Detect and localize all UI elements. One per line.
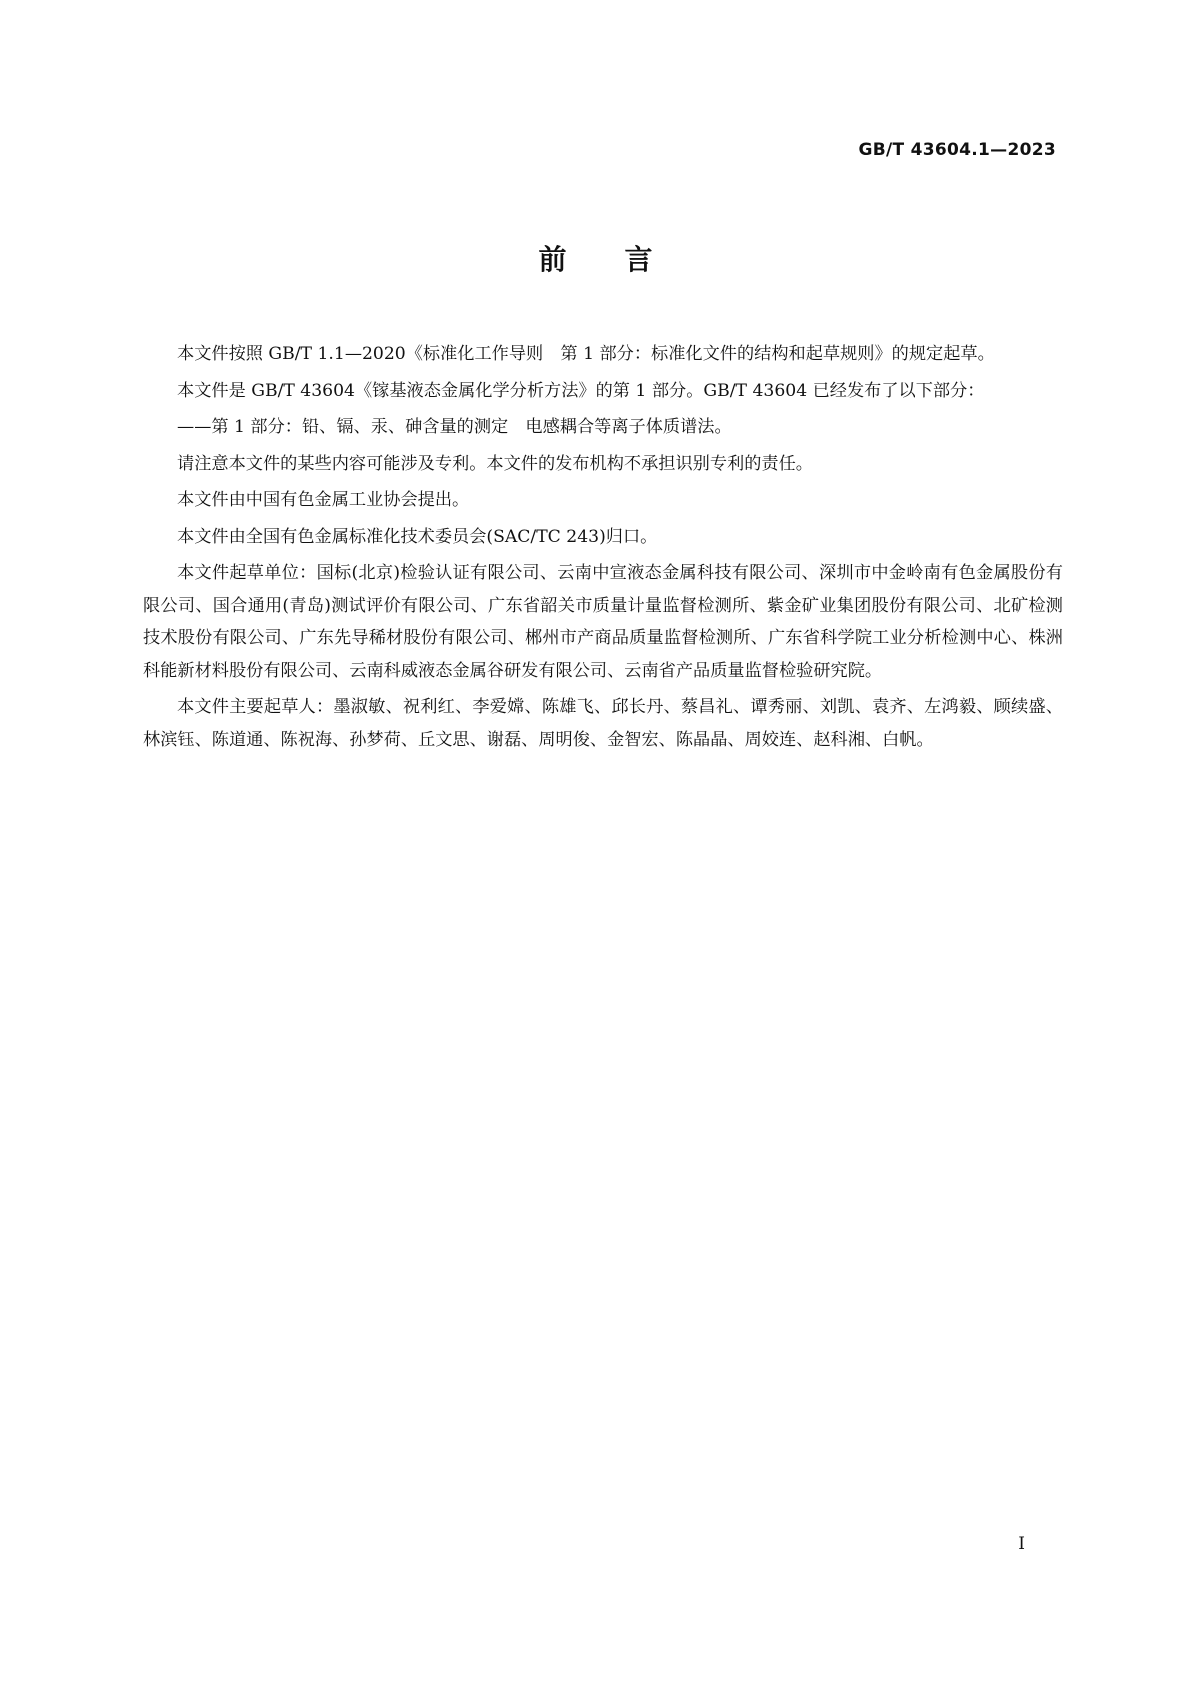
paragraph-main-drafters: 本文件主要起草人：墨淑敏、祝利红、李爱嫦、陈雄飞、邱长丹、蔡昌礼、谭秀丽、刘凯、袁齐、左鸿毅、顾续盛、林滨钰、陈道通、陈祝海、孙梦荷、丘文思、谢磊、周明俊、金智宏、陈晶晶、周姣连、赵科湘、白帆。 <box>143 697 1063 750</box>
paragraph-series-part: 本文件是 GB/T 43604《镓基液态金属化学分析方法》的第 1 部分。GB/T 43604 已经发布了以下部分： <box>177 380 985 401</box>
document-code: GB/T 43604.1—2023 <box>858 140 1056 160</box>
paragraph-drafting-units: 本文件起草单位：国标(北京)检验认证有限公司、云南中宣液态金属科技有限公司、深圳市中金岭南有色金属股份有限公司、国合通用(青岛)测试评价有限公司、广东省韶关市质量计量监督检测所、紫金矿业集团股份有限公司、北矿检测技术股份有限公司、广东先导稀材股份有限公司、郴州市产商品质量监督检测所、广东省科学院工业分析检测中心、株洲科能新材料股份有限公司、云南科威液态金属谷研发有限公司、云南省产品质量监督检验研究院。 <box>143 563 1063 681</box>
preface-title: 前言 <box>538 243 711 276</box>
paragraph-part-list-item: ——第 1 部分：铅、镉、汞、砷含量的测定 电感耦合等离子体质谱法。 <box>177 417 732 437</box>
preface-body <box>143 338 1063 760</box>
paragraph-patent-notice: 请注意本文件的某些内容可能涉及专利。本文件的发布机构不承担识别专利的责任。 <box>177 453 813 474</box>
paragraph-under-jurisdiction: 本文件由全国有色金属标准化技术委员会(SAC/TC 243)归口。 <box>177 526 658 547</box>
page-number: I <box>1018 1534 1025 1554</box>
paragraph-proposed-by: 本文件由中国有色金属工业协会提出。 <box>177 490 470 510</box>
paragraph-drafting-rules: 本文件按照 GB/T 1.1—2020《标准化工作导则 第 1 部分：标准化文件的结构和起草规则》的规定起草。 <box>177 344 995 364</box>
